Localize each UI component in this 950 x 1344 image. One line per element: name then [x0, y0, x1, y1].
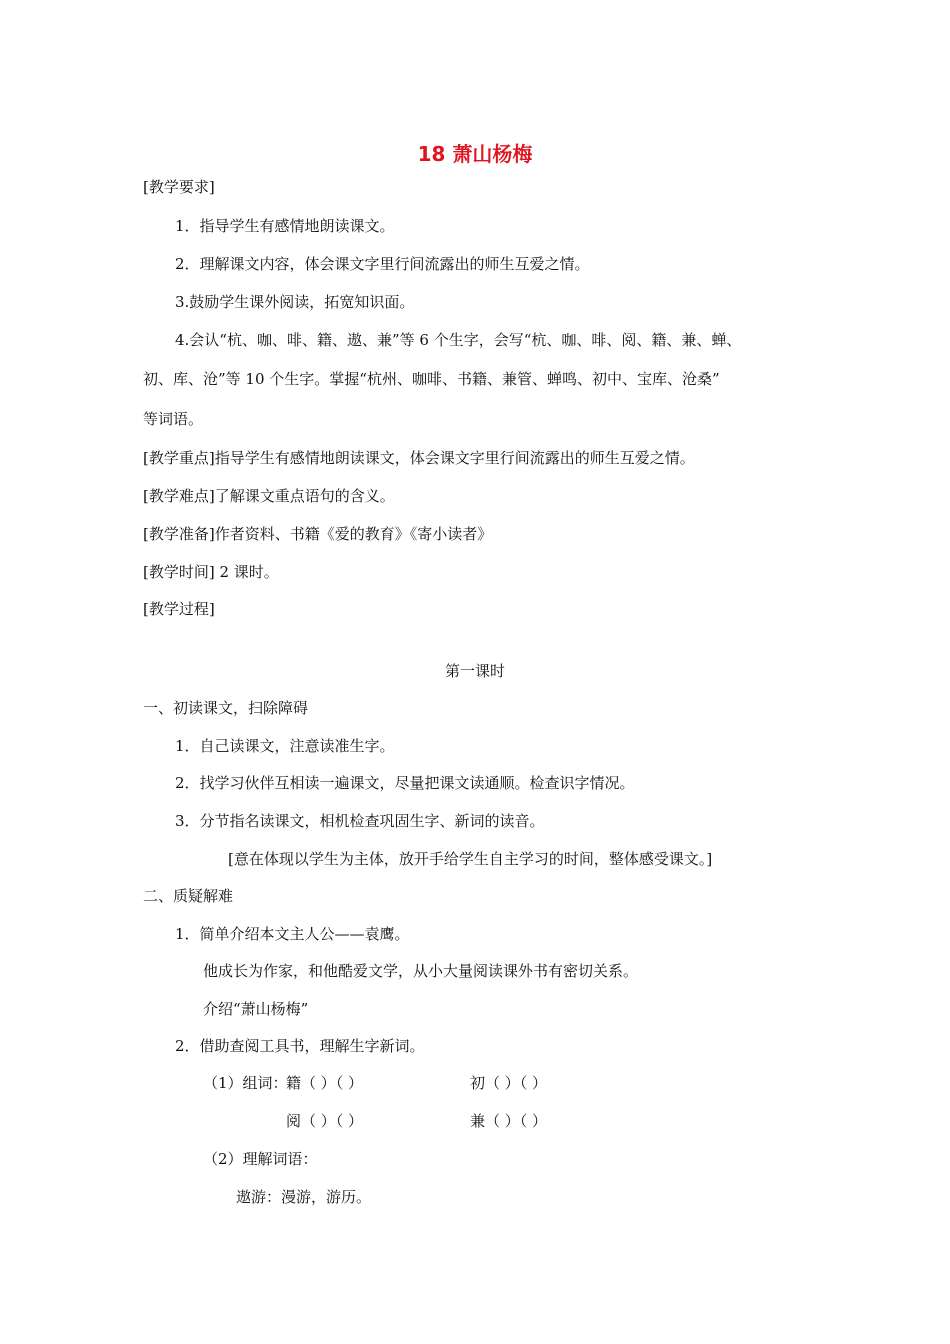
requirement-4-line-2: 初、库、沧”等 10 个生字。掌握“杭州、咖啡、书籍、兼管、蝉鸣、初中、宝库、沧桑” [143, 370, 720, 388]
requirement-1: 1．指导学生有感情地朗读课文。 [175, 217, 395, 235]
section-2-item-1: 1．简单介绍本文主人公——袁鹰。 [175, 925, 410, 943]
section-2-item-1-detail: 他成长为作家，和他酷爱文学，从小大量阅读课外书有密切关系。 [203, 962, 639, 980]
section-1-item-1: 1．自己读课文，注意读准生字。 [175, 737, 395, 755]
definition-aoyou: 遨游：漫游，游历。 [236, 1188, 372, 1206]
section-1-title: 一、初读课文，扫除障碍 [143, 699, 309, 717]
section-1-note: [意在体现以学生为主体，放开手给学生自主学习的时间，整体感受课文。] [228, 850, 713, 868]
word-group-chu: 初（ ）（ ） [470, 1074, 548, 1092]
word-group-jian: 兼（ ）（ ） [470, 1112, 548, 1130]
section-2-item-1-intro: 介绍“萧山杨梅” [203, 1000, 309, 1018]
section-1-item-3: 3．分节指名读课文，相机检查巩固生字、新词的读音。 [175, 812, 545, 830]
teaching-requirements-heading: [教学要求] [143, 178, 215, 196]
teaching-process-heading: [教学过程] [143, 600, 215, 618]
section-2-title: 二、质疑解难 [143, 887, 234, 905]
lesson-title: 18 萧山杨梅 [417, 142, 533, 166]
teaching-preparation: [教学准备]作者资料、书籍《爱的教育》《寄小读者》 [143, 525, 493, 543]
teaching-key-point: [教学重点]指导学生有感情地朗读课文，体会课文字里行间流露出的师生互爱之情。 [143, 449, 695, 467]
understand-words-label: （2）理解词语： [203, 1150, 318, 1168]
word-group-yue: 阅（ ）（ ） [286, 1112, 364, 1130]
requirement-3: 3.鼓励学生课外阅读，拓宽知识面。 [175, 293, 415, 311]
lesson-one-heading: 第一课时 [444, 662, 505, 680]
requirement-2: 2．理解课文内容，体会课文字里行间流露出的师生互爱之情。 [175, 255, 590, 273]
section-2-item-2: 2．借助查阅工具书，理解生字新词。 [175, 1037, 425, 1055]
requirement-4-line-3: 等词语。 [143, 410, 204, 428]
requirement-4-line-1: 4.会认“杭、咖、啡、籍、遨、兼”等 6 个生字，会写“杭、咖、啡、阅、籍、兼、蝉、 [175, 331, 742, 349]
section-1-item-2: 2．找学习伙伴互相读一遍课文，尽量把课文读通顺。检查识字情况。 [175, 774, 635, 792]
teaching-time: [教学时间] 2 课时。 [143, 563, 279, 581]
word-group-ji: 籍（ ）（ ） [286, 1074, 364, 1092]
word-group-label: （1）组词： [203, 1074, 288, 1092]
teaching-difficulty: [教学难点]了解课文重点语句的含义。 [143, 487, 395, 505]
